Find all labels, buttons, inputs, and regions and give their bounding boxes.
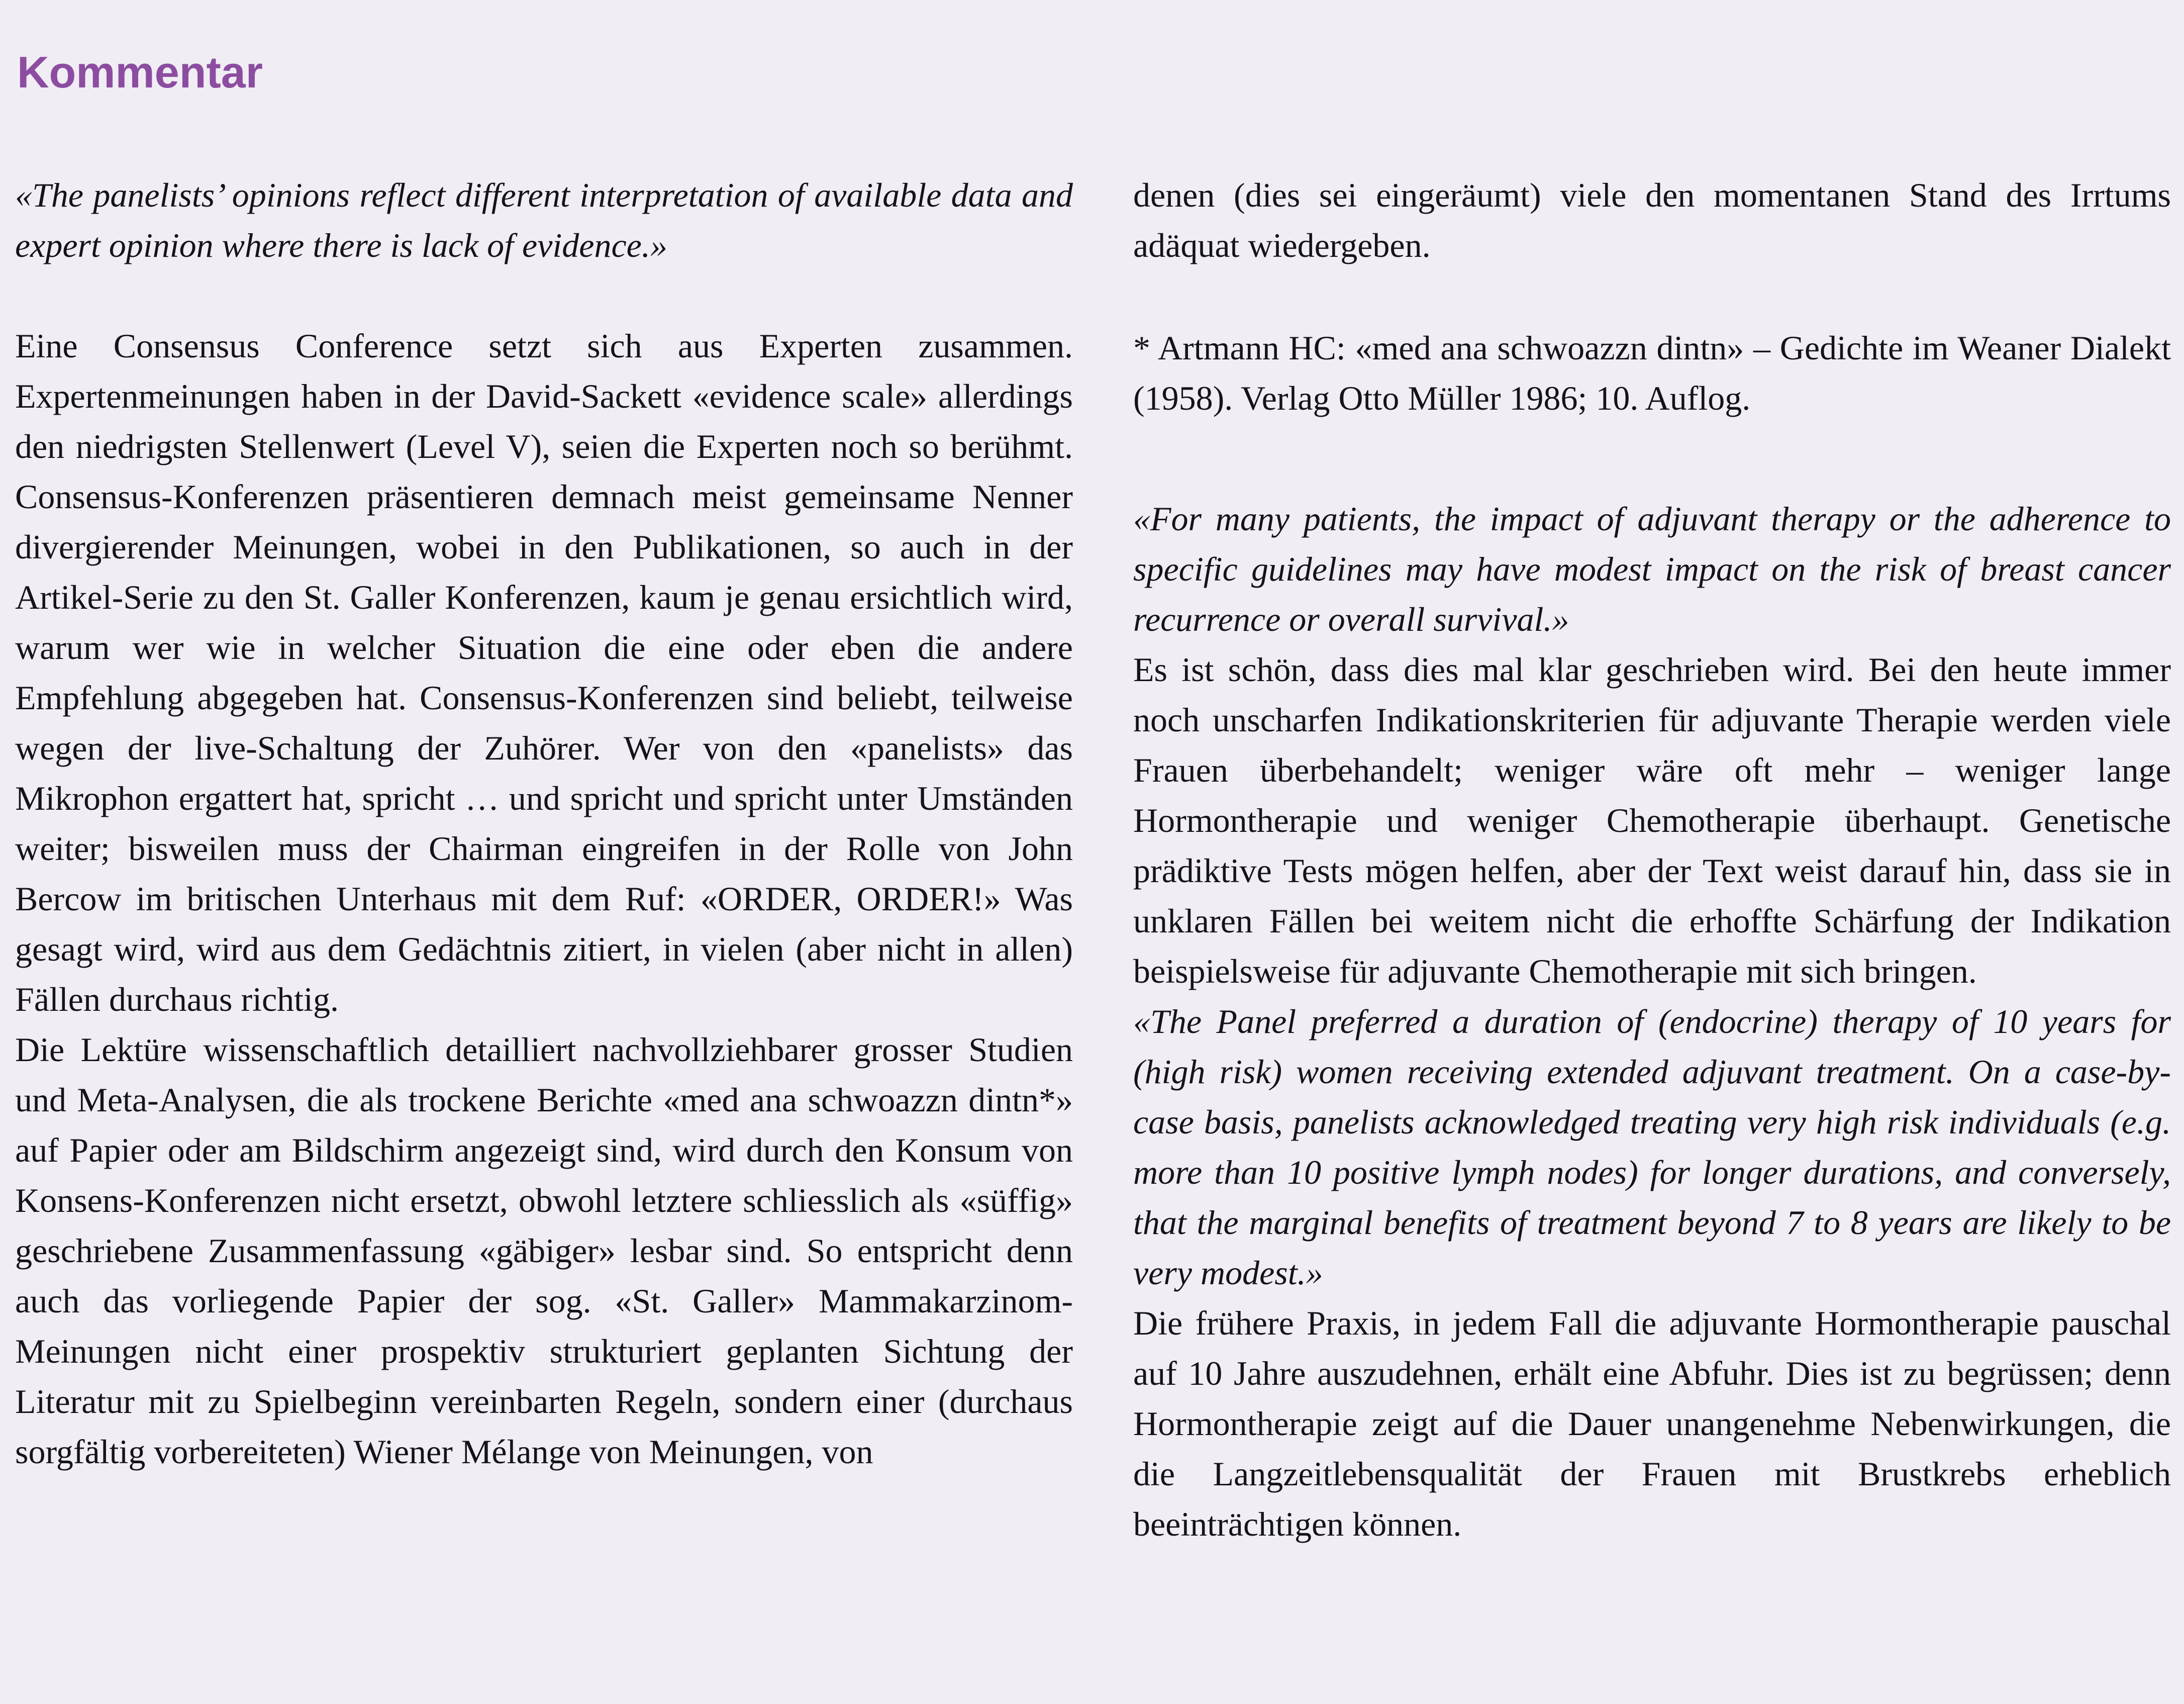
body-paragraph: Die Lektüre wissenschaftlich detailliert nachvollziehbarer grosser Studien und Meta-Analysen, die als trockene Berichte «med ana schwoazzn dintn*» auf Papier oder am Bildschirm angezeigt sind, wird durch den Konsum von Konsens-Konferenzen nicht ersetzt, obwohl letztere schliesslich als «süffig» geschriebene Zusammenfassung «gäbiger» lesbar sind. So entspricht denn auch das vorliegende Papier der sog. «St. Galler» Mammakarzinom-Meinungen nicht einer prospektiv strukturiert geplanten Sichtung der Literatur mit zu Spielbeginn vereinbarten Regeln, sondern einer (durchaus sorgfältig vorbereiteten) Wiener Mélange von Meinungen, von	[15, 1030, 1073, 1471]
footnote: * Artmann HC: «med ana schwoazzn dintn» – Gedichte im Weaner Dialekt (1958). Verlag Otto Müller 1986; 10. Auflog.	[1133, 329, 2171, 417]
page-title: Kommentar	[17, 47, 263, 97]
quote-paragraph: «For many patients, the impact of adjuvant therapy or the adherence to specific guidelines may have modest impact on the risk of breast cancer recurrence or overall survival.»	[1133, 500, 2171, 638]
body-paragraph: denen (dies sei eingeräumt) viele den momentanen Stand des Irrtums adäquat wiedergeben.	[1133, 176, 2171, 264]
two-column-content	[15, 170, 2171, 1549]
body-paragraph: Die frühere Praxis, in jedem Fall die adjuvante Hormontherapie pauschal auf 10 Jahre auszudehnen, erhält eine Abfuhr. Dies ist zu begrüssen; denn Hormontherapie zeigt auf die Dauer unangenehme Nebenwirkungen, die die Langzeitlebensqualität der Frauen mit Brustkrebs erheblich beeinträchtigen können.	[1133, 1304, 2171, 1543]
body-paragraph: Eine Consensus Conference setzt sich aus Experten zusammen. Expertenmeinungen haben in der David-Sackett «evidence scale» allerdings den niedrigsten Stellenwert (Level V), seien die Experten noch so berühmt. Consensus-Konferenzen präsentieren demnach meist gemeinsame Nenner divergierender Meinungen, wobei in den Publikationen, so auch in der Artikel-Serie zu den St. Galler Konferenzen, kaum je genau ersichtlich wird, warum wer wie in welcher Situation die eine oder eben die andere Empfehlung abgegeben hat. Consensus-Konferenzen sind beliebt, teilweise wegen der live-Schaltung der Zuhörer. Wer von den «panelists» das Mikrophon ergattert hat, spricht … und spricht und spricht unter Umständen weiter; bisweilen muss der Chairman eingreifen in der Rolle von John Bercow im britischen Unterhaus mit dem Ruf: «ORDER, ORDER!» Was gesagt wird, wird aus dem Gedächtnis zitiert, in vielen (aber nicht in allen) Fällen durchaus richtig.	[15, 327, 1073, 1018]
quote-paragraph: «The Panel preferred a duration of (endocrine) therapy of 10 years for (high risk) women receiving extended adjuvant treatment. On a case-by-case basis, panelists acknowledged treating very high risk individuals (e.g. more than 10 positive lymph nodes) for longer durations, and conversely, that the marginal benefits of treatment beyond 7 to 8 years are likely to be very modest.»	[1133, 1002, 2171, 1292]
column-right	[1133, 170, 2171, 1549]
body-paragraph: Es ist schön, dass dies mal klar geschrieben wird. Bei den heute immer noch unscharfen Indikationskriterien für adjuvante Therapie werden viele Frauen überbehandelt; weniger wäre oft mehr – weniger lange Hormontherapie und weniger Chemotherapie überhaupt. Genetische prädiktive Tests mögen helfen, aber der Text weist darauf hin, dass sie in unklaren Fällen bei weitem nicht die erhoffte Schärfung der Indikation beispielsweise für adjuvante Chemotherapie mit sich bringen.	[1133, 650, 2171, 990]
column-left	[15, 170, 1073, 1549]
quote-paragraph: «The panelists’ opinions reflect different interpretation of available data and expert opinion where there is lack of evidence.»	[15, 176, 1073, 264]
